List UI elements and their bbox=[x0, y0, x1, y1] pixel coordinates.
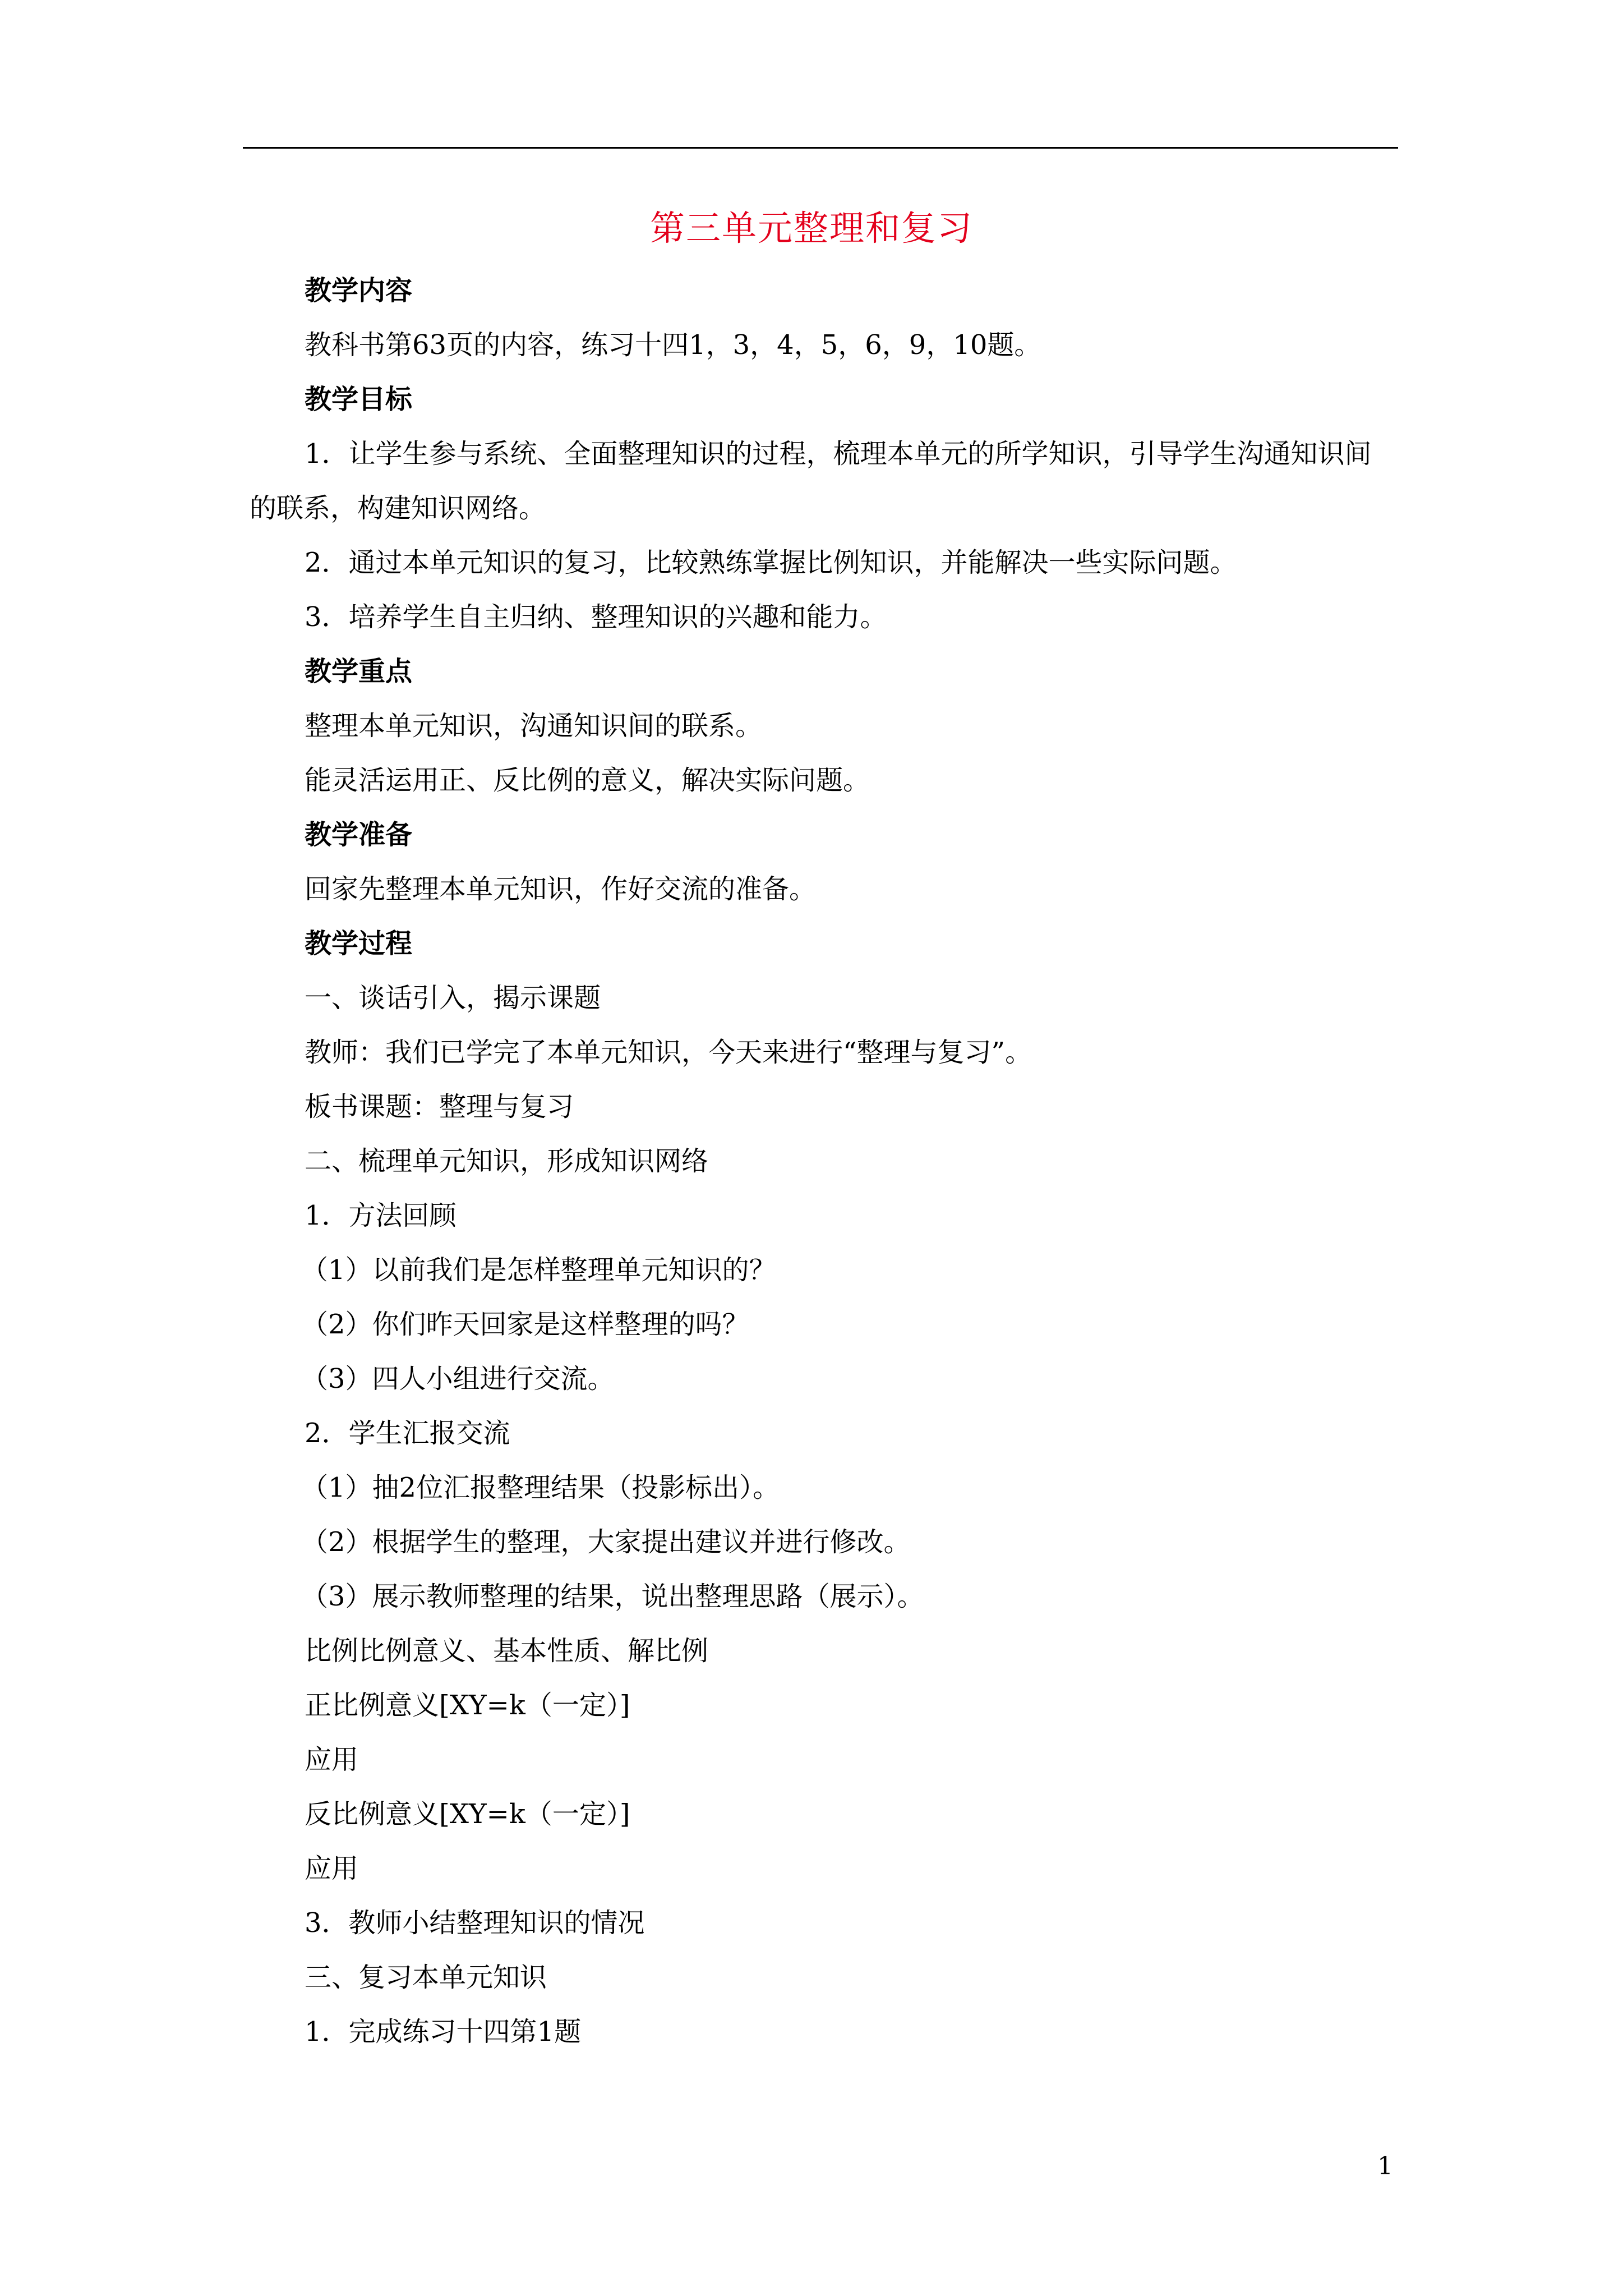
paragraph: 能灵活运用正、反比例的意义，解决实际问题。 bbox=[305, 765, 870, 796]
page-number: 1 bbox=[1377, 2152, 1393, 2180]
list-item: （1）以前我们是怎样整理单元知识的？ bbox=[301, 1254, 776, 1286]
section-heading: 教学目标 bbox=[305, 384, 413, 415]
section-heading: 教学过程 bbox=[305, 928, 413, 959]
paragraph: 1．方法回顾 bbox=[305, 1200, 457, 1231]
document-title: 第三单元整理和复习 bbox=[649, 208, 973, 249]
paragraph: 1．让学生参与系统、全面整理知识的过程，梳理本单元的所学知识，引导学生沟通知识间的联系，构建知识网络。 bbox=[250, 438, 1372, 524]
paragraph: 应用 bbox=[305, 1853, 359, 1884]
paragraph: 比例比例意义、基本性质、解比例 bbox=[305, 1635, 709, 1667]
paragraph: 回家先整理本单元知识，作好交流的准备。 bbox=[305, 873, 817, 905]
list-item: （2）根据学生的整理，大家提出建议并进行修改。 bbox=[301, 1526, 911, 1558]
section-heading: 教学重点 bbox=[305, 656, 413, 687]
paragraph: 三、复习本单元知识 bbox=[305, 1962, 547, 1993]
paragraph: 2．学生汇报交流 bbox=[305, 1418, 510, 1449]
paragraph: 一、谈话引入，揭示课题 bbox=[305, 982, 601, 1014]
list-item: （3）展示教师整理的结果，说出整理思路（展示）。 bbox=[301, 1581, 924, 1612]
paragraph: 教师：我们已学完了本单元知识，今天来进行“整理与复习”。 bbox=[305, 1037, 1032, 1068]
paragraph: 板书课题：整理与复习 bbox=[305, 1091, 574, 1122]
list-item: （3）四人小组进行交流。 bbox=[301, 1363, 615, 1395]
list-item: （1）抽2位汇报整理结果（投影标出）。 bbox=[301, 1472, 780, 1503]
paragraph: 整理本单元知识，沟通知识间的联系。 bbox=[305, 710, 763, 742]
paragraph: 正比例意义[XY=k（一定）] bbox=[305, 1690, 630, 1721]
paragraph: 教科书第63页的内容，练习十四1，3，4，5，6，9，10题。 bbox=[305, 329, 1041, 361]
paragraph: 3．教师小结整理知识的情况 bbox=[305, 1907, 645, 1939]
section-heading: 教学准备 bbox=[305, 819, 413, 850]
header-rule bbox=[243, 147, 1398, 149]
list-item: （2）你们昨天回家是这样整理的吗？ bbox=[301, 1309, 749, 1340]
paragraph: 二、梳理单元知识，形成知识网络 bbox=[305, 1145, 709, 1177]
section-heading: 教学内容 bbox=[305, 275, 413, 306]
paragraph: 3．培养学生自主归纳、整理知识的兴趣和能力。 bbox=[305, 601, 887, 633]
paragraph: 1．完成练习十四第1题 bbox=[305, 2016, 582, 2047]
paragraph: 2．通过本单元知识的复习，比较熟练掌握比例知识，并能解决一些实际问题。 bbox=[305, 547, 1237, 578]
document-body bbox=[250, 264, 1398, 2059]
paragraph: 反比例意义[XY=k（一定）] bbox=[305, 1798, 630, 1830]
paragraph: 应用 bbox=[305, 1744, 359, 1775]
